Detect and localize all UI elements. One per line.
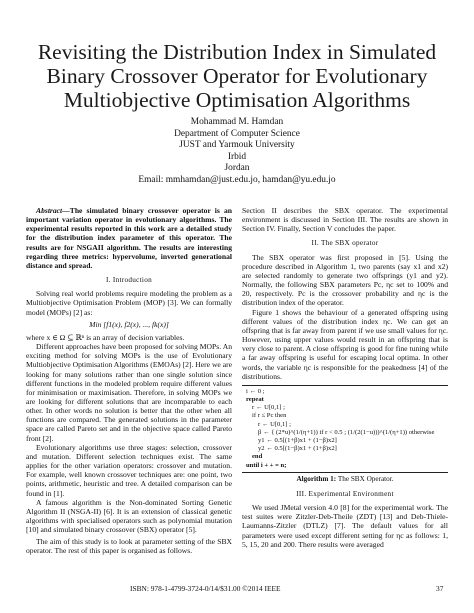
- algo-line-5: r ← U[0,1] ;: [258, 420, 291, 428]
- algo-line-7: y1 ← 0.5[(1+β)x1 + (1−β)x2]: [258, 437, 337, 445]
- title-line-2: Binary Crossover Operator for Evolutionary: [46, 64, 428, 88]
- title-line-3: Multiobjective Optimisation Algorithms: [63, 88, 411, 112]
- algo-line-6: β ← { (2*u)^(1/(η+1)) if r < 0.5 ; (1/(2(1−u)))^(1/(η+1)) otherwise: [258, 428, 435, 436]
- algorithm-caption-label: Algorithm 1:: [296, 474, 337, 483]
- algorithm-caption: [242, 475, 448, 484]
- author-department: Department of Computer Science: [174, 128, 300, 139]
- sbx-paragraph-2: Figure 1 shows the behaviour of a generated offspring using different values of the distribution index ηc. We can get an offspring that is far away from parent if we use small values for ηc. However, using upper values would result in an offspring that is very close to parent. A close offspring is good for fine tuning while a far away offspring is useful for escaping local optima. In other words, the variable ηc is responsible for the peakedness [4] of the distributions.: [242, 307, 448, 381]
- algo-line-4: if r ≤ Pc then: [252, 412, 287, 420]
- sbx-paragraph-1: The SBX operator was first proposed in [5]. Using the procedure described in Algorithm 1, two parents (say x1 and x2) are selected randomly to generate two offsprings (y1 and y2). Normally, the following SBX parameters Pc, ηc set to 100% and 20, respectively. Pc is the crossover probability and ηc is the distribution index of the operator.: [242, 252, 448, 308]
- intro-paragraph-3: Different approaches have been proposed for solving MOPs. An exciting method for solving MOPs is the use of Evolutionary Multiobjective Optimisation Algorithms (EMOAs) [2]. Here we are looking for many solutions rather than one single solution since different functions in the modeled problem require different values for minimisation or maximisation. Therefore, in solving MOPs we are looking for different solutions that are incomparable to each other. In other words no solution is better that the other when all functions are compared. The generated solutions in the parameter space are called Pareto set and in the objective space called Pareto front [2].: [26, 342, 232, 443]
- intro-paragraph-6: The aim of this study is to look at parameter setting of the SBX operator. The rest of this paper is organised as follows.: [26, 537, 232, 556]
- author-country: Jordan: [224, 163, 250, 173]
- algorithm-box: [242, 385, 448, 473]
- intro-paragraph-5: A famous algorithm is the Non-dominated Sorting Genetic Algorithm II (NSGA-II) [6]. It is an extension of classical genetic algorithms with specialised operators such as polynomial mutation [10] and simulated binary crossover (SBX) operator [5].: [26, 497, 232, 535]
- author-city: Irbid: [227, 151, 247, 162]
- left-column: [26, 206, 232, 556]
- algo-line-2: repeat: [246, 396, 264, 404]
- algo-line-1: i ← 0 ;: [246, 387, 265, 395]
- author-university: JUST and Yarmouk University: [179, 140, 295, 150]
- section-heading-experimental: III. Experimental Environment: [296, 490, 394, 498]
- footer-isbn: ISBN: 978-1-4799-3724-0/14/$31.00 ©2014 IEEE: [130, 584, 281, 593]
- section-heading-introduction: I. Introduction: [105, 276, 153, 285]
- author-email: Email: mmhamdan@just.edu.jo, hamdan@yu.edu.jo: [138, 174, 336, 185]
- algorithm-caption-text: The SBX Operator.: [337, 474, 394, 483]
- abstract: [26, 206, 232, 270]
- page-number: 37: [436, 584, 444, 593]
- paper-title: [20, 40, 454, 112]
- algo-line-8: y2 ← 0.5[(1−β)x1 + (1+β)x2]: [258, 445, 337, 453]
- mop-formula: Min [f1(x), f2(x), ..., fk(x)]: [89, 319, 169, 329]
- intro-paragraph-4: Evolutionary algorithms use three stages: selection, crossover and mutation. Different selection techniques exist. The same applies for the other variation operators: crossover and mutation. For example, well known crossover techniques are: one point, two points, arithmetic, heuristic and tree. A detailed comparison can be found in [1].: [26, 442, 232, 498]
- abstract-text: —The simulated binary crossover operator is an important variation operator in evolutionary algorithms. The experimental results reported in this work are a detailed study for the distribution index parameter of this operator. The results are for NSGAII algorithm. The results are interesting regarding three metrics: hypervolume, inverted generational distance and spread.: [26, 206, 232, 270]
- experimental-paragraph-1: We used JMetal version 4.0 [8] for the experimental work. The test suites were Zitzler-Deb-Theile (ZDT) [13] and Deb-Thiele-Laumanns-Zitzler (DTLZ) [7]. The default values for all parameters were used except different setting for ηc as follows: 1, 5, 15, 20 and 200. There results were averaged: [242, 503, 448, 549]
- intro-paragraph-2: where x ∈ Ω ⊆ ℝⁿ is an array of decision variables.: [26, 332, 185, 342]
- author-block: [20, 117, 454, 186]
- algo-line-9: end: [252, 453, 263, 461]
- title-line-1: Revisiting the Distribution Index in Simulated: [37, 40, 437, 64]
- right-column: [242, 206, 448, 549]
- author-name: Mohammad M. Hamdan: [190, 117, 284, 127]
- algo-line-10: until i + + = n;: [246, 461, 287, 469]
- algo-line-3: r ← U[0,1] ;: [252, 404, 285, 412]
- abstract-lead: Abstract: [36, 206, 63, 215]
- section-heading-sbx: II. The SBX operator: [311, 239, 379, 248]
- right-paragraph-1: Section II describes the SBX operator. The experimental environment is discussed in Section III. The results are shown in Section IV. Finally, Section V concludes the paper.: [242, 206, 448, 234]
- intro-paragraph-1: Solving real world problems require modeling the problem as a Multiobjective Optimisation Problem (MOP) [3]. We can formally model (MOPs) [2] as:: [26, 289, 232, 317]
